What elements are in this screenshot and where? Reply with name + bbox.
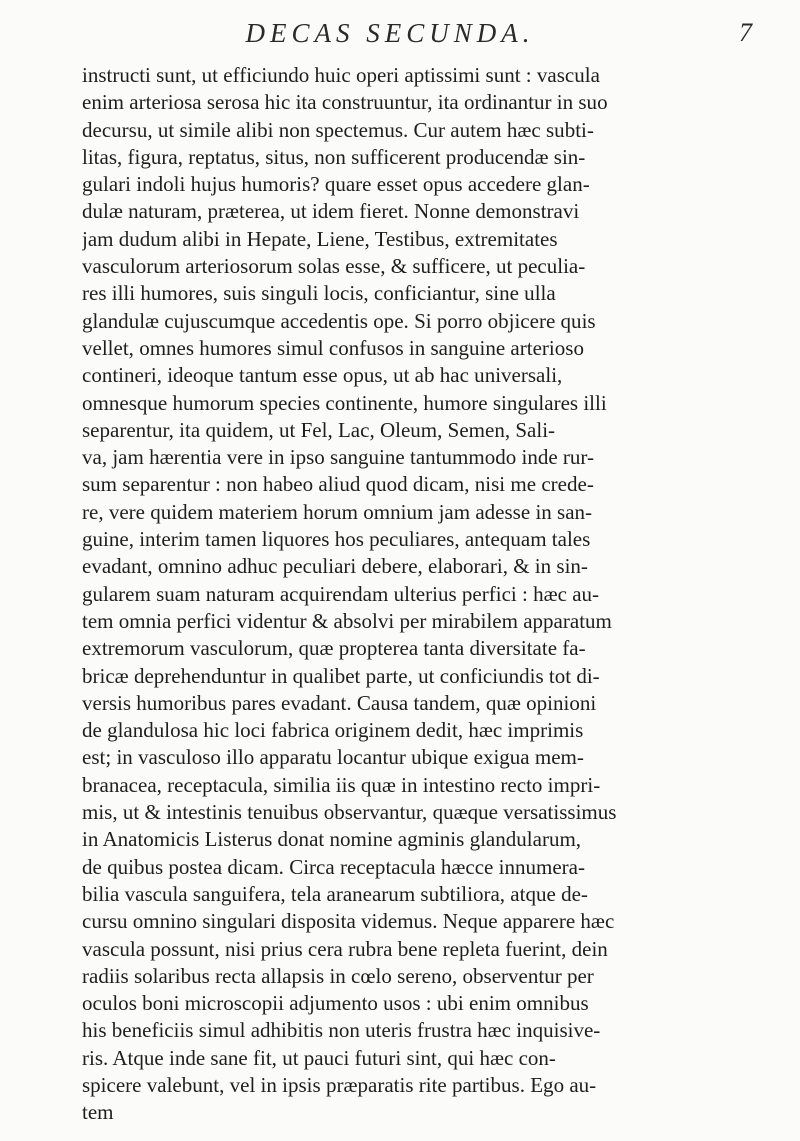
text-line: glandulæ cujuscumque accedentis ope. Si porro objicere quis bbox=[82, 308, 596, 333]
text-line: gularem suam naturam acquirendam ulterius perfici : hæc au- bbox=[82, 581, 600, 606]
text-line: vasculorum arteriosorum solas esse, & sufficere, ut peculia- bbox=[82, 254, 586, 279]
text-line: spicere valebunt, vel in ipsis præparatis rite partibus. Ego au- bbox=[82, 1072, 597, 1097]
text-line: litas, figura, reptatus, situs, non sufficerent producendæ sin- bbox=[82, 144, 586, 169]
text-line: separentur, ita quidem, ut Fel, Lac, Oleum, Semen, Sali- bbox=[82, 417, 556, 442]
text-line: sum separentur : non habeo aliud quod dicam, nisi me crede- bbox=[82, 472, 594, 497]
text-line: his beneficiis simul adhibitis non uteris frustra hæc inquisive- bbox=[82, 1018, 601, 1043]
text-line: bricæ deprehenduntur in qualibet parte, ut conficiundis tot di- bbox=[82, 663, 600, 688]
text-line: tem omnia perfici videntur & absolvi per mirabilem apparatum bbox=[82, 608, 612, 633]
text-line: re, vere quidem materiem horum omnium jam adesse in san- bbox=[82, 499, 593, 524]
page-number: 7 bbox=[739, 18, 752, 47]
text-line: de glandulosa hic loci fabrica originem dedit, hæc imprimis bbox=[82, 718, 584, 743]
text-line: va, jam hærentia vere in ipso sanguine tantummodo inde rur- bbox=[82, 445, 594, 470]
text-line: decursu, ut simile alibi non spectemus. Cur autem hæc subti- bbox=[82, 117, 594, 142]
text-line: res illi humores, suis singuli locis, conficiantur, sine ulla bbox=[82, 281, 556, 306]
text-line: vascula possunt, nisi prius cera rubra bene repleta fuerint, dein bbox=[82, 936, 608, 961]
text-line: tem bbox=[82, 1100, 114, 1125]
text-line: enim arteriosa serosa hic ita construuntur, ita ordinantur in suo bbox=[82, 90, 608, 115]
text-line: ris. Atque inde sane fit, ut pauci futuri sint, qui hæc con- bbox=[82, 1045, 556, 1070]
body-text bbox=[82, 62, 800, 1127]
text-line: vellet, omnes humores simul confusos in sanguine arterioso bbox=[82, 335, 584, 360]
text-line: in Anatomicis Listerus donat nomine agminis glandularum, bbox=[82, 827, 582, 852]
text-line: gulari indoli hujus humoris? quare esset opus accedere glan- bbox=[82, 172, 590, 197]
text-line: cursu omnino singulari disposita videmus. Neque apparere hæc bbox=[82, 909, 615, 934]
text-line: jam dudum alibi in Hepate, Liene, Testibus, extremitates bbox=[82, 226, 558, 251]
text-line: omnesque humorum species continente, humore singulares illi bbox=[82, 390, 607, 415]
text-line: guine, interim tamen liquores hos peculiares, antequam tales bbox=[82, 527, 591, 552]
text-line: mis, ut & intestinis tenuibus observantur, quæque versatissimus bbox=[82, 800, 617, 825]
text-line: oculos boni microscopii adjumento usos : ubi enim omnibus bbox=[82, 991, 589, 1016]
text-line: versis humoribus pares evadant. Causa tandem, quæ opinioni bbox=[82, 690, 597, 715]
text-line: dulæ naturam, præterea, ut idem fieret. Nonne demonstravi bbox=[82, 199, 580, 224]
running-head: DECAS SECUNDA. bbox=[245, 18, 535, 48]
text-line: evadant, omnino adhuc peculiari debere, elaborari, & in sin- bbox=[82, 554, 588, 579]
text-line: radiis solaribus recta allapsis in cœlo sereno, observentur per bbox=[82, 963, 594, 988]
text-line: extremorum vasculorum, quæ propterea tanta diversitate fa- bbox=[82, 636, 586, 661]
text-line: est; in vasculoso illo apparatu locantur ubique exigua mem- bbox=[82, 745, 584, 770]
text-line: branacea, receptacula, similia iis quæ in intestino recto impri- bbox=[82, 772, 601, 797]
text-line: bilia vascula sanguifera, tela aranearum subtiliora, atque de- bbox=[82, 881, 588, 906]
text-line: de quibus postea dicam. Circa receptacula hæcce innumera- bbox=[82, 854, 585, 879]
text-line: contineri, ideoque tantum esse opus, ut ab hac universali, bbox=[82, 363, 563, 388]
text-line: instructi sunt, ut efficiundo huic operi aptissimi sunt : vascula bbox=[82, 63, 600, 87]
